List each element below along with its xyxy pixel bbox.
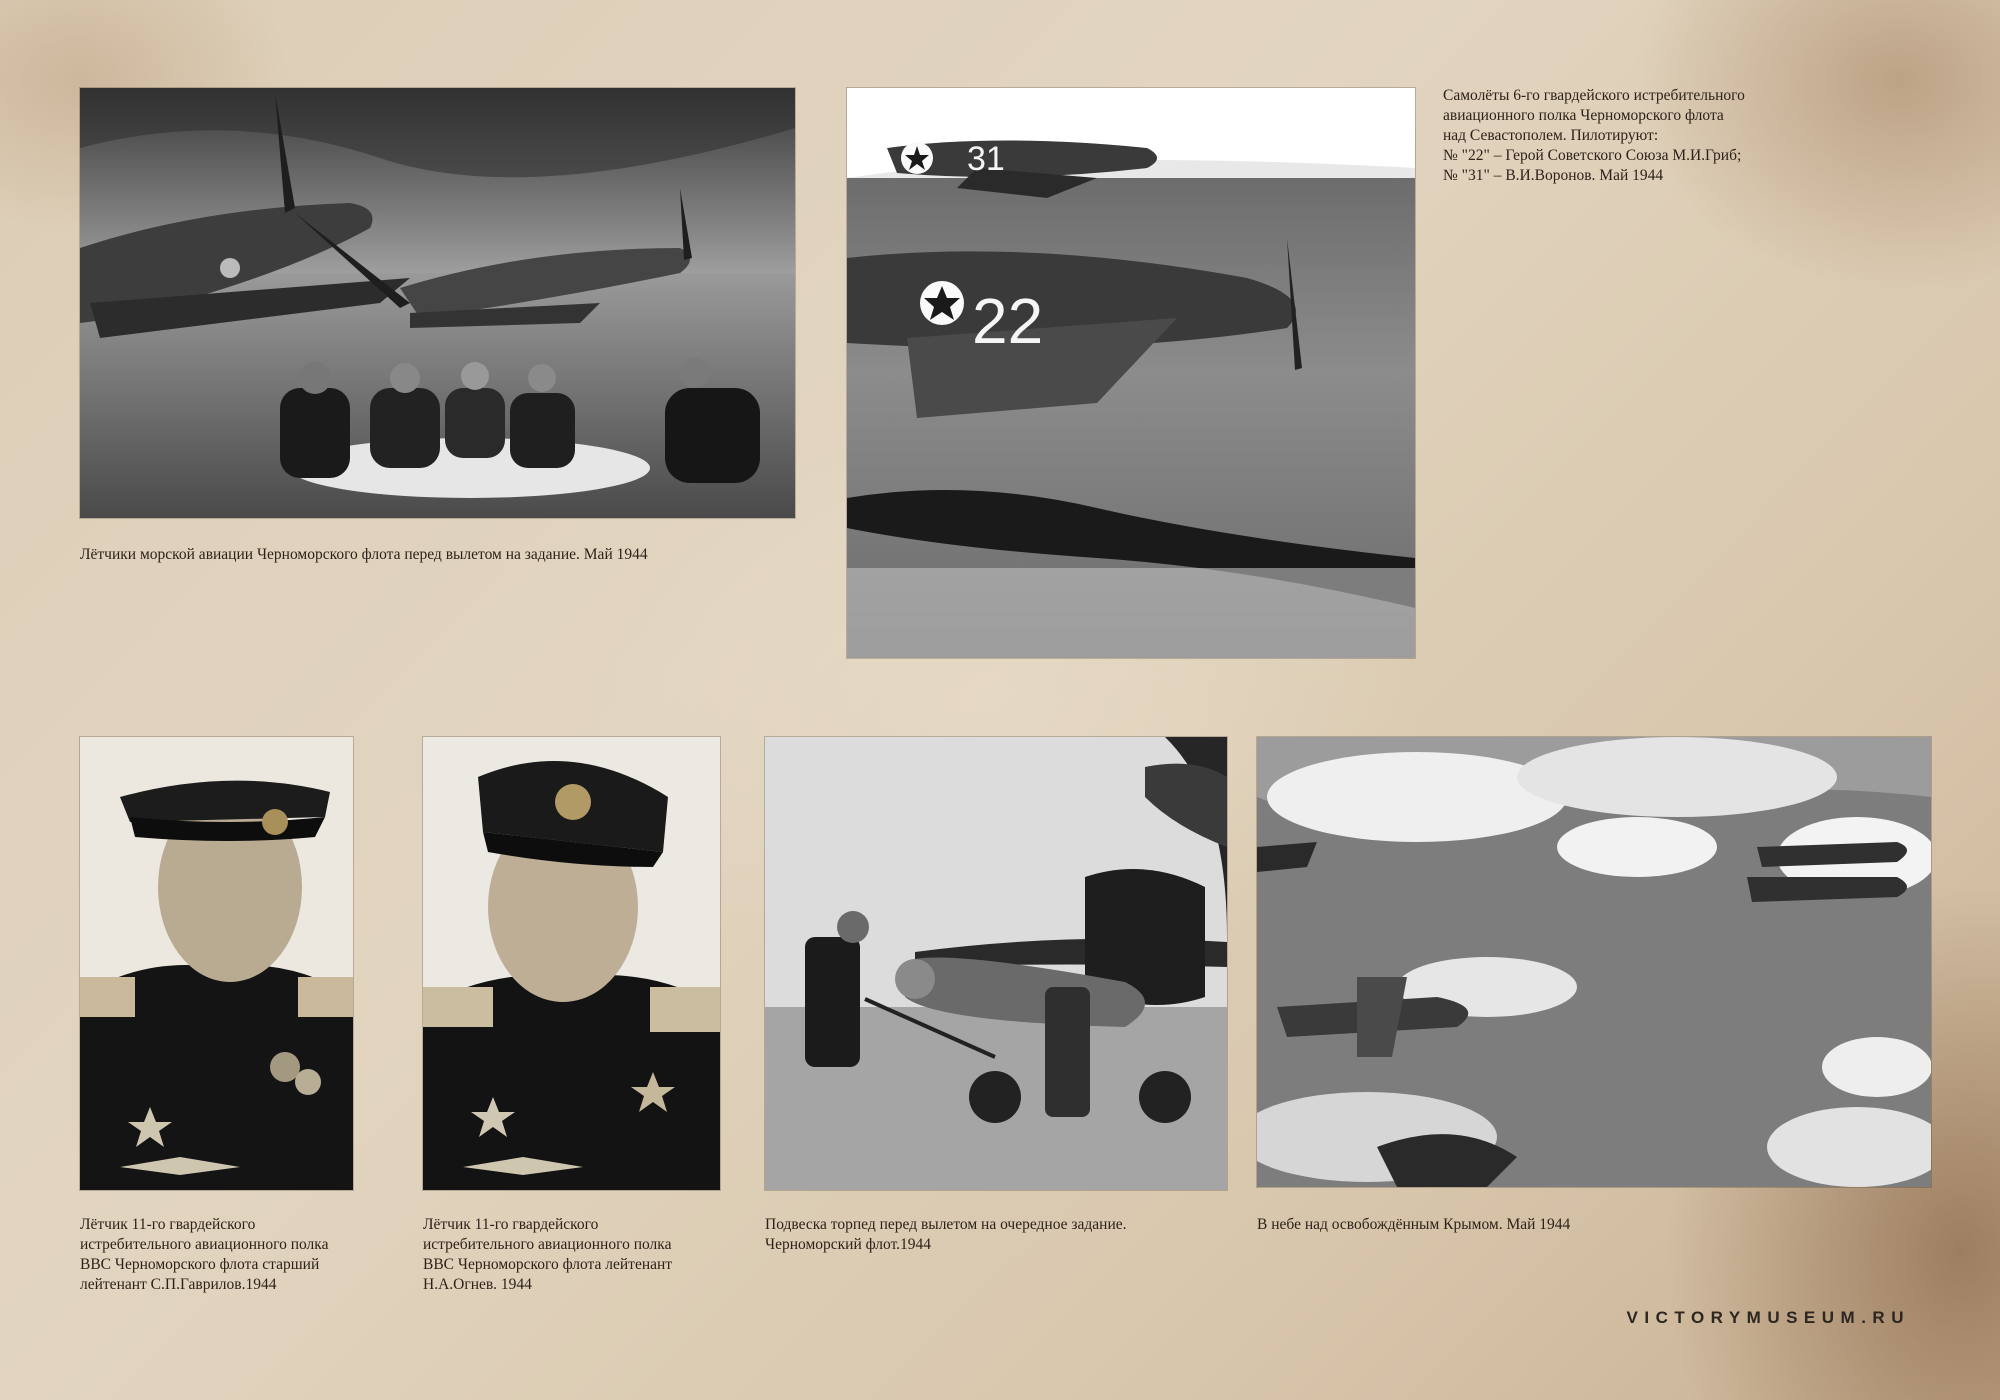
torpedo-loading-image [765, 737, 1227, 1190]
portrait-ognev-image [423, 737, 720, 1190]
caption-torpedo-loading: Подвеска торпед перед вылетом на очередное задание. Черноморский флот.1944 [765, 1216, 1127, 1253]
photo-torpedo-loading [765, 737, 1227, 1190]
caption-portrait-gavrilov: Лётчик 11-го гвардейского истребительного авиационного полка ВВС Черноморского флота старший лейтенант С.П.Гаврилов.1944 [80, 1216, 329, 1293]
caption-sky-over-crimea: В небе над освобождённым Крымом. Май 1944 [1257, 1216, 1571, 1233]
marking-22: 22 [972, 285, 1044, 357]
caption-fighters-over-sevastopol: Самолёты 6-го гвардейского истребительного авиационного полка Черноморского флота над Севастополем. Пилотируют: № "22" – Герой Советского Союза М.И.Гриб; № "31" – В.И.Воронов. Май 1944 [1443, 87, 1745, 184]
caption-pilots-briefing: Лётчики морской авиации Черноморского флота перед вылетом на задание. Май 1944 [80, 546, 648, 563]
portrait-gavrilov-image [80, 737, 353, 1190]
sky-over-crimea-image [1257, 737, 1931, 1187]
photo-pilots-briefing-image [80, 88, 795, 518]
photo-portrait-gavrilov [80, 737, 353, 1190]
marking-31: 31 [967, 140, 1005, 178]
photo-portrait-ognev [423, 737, 720, 1190]
photo-pilots-briefing [80, 88, 795, 518]
photo-sky-over-crimea [1257, 737, 1931, 1187]
photo-fighters-image [847, 88, 1415, 658]
caption-portrait-ognev: Лётчик 11-го гвардейского истребительного авиационного полка ВВС Черноморского флота лейтенант Н.А.Огнев. 1944 [423, 1216, 673, 1293]
footer-site-name: VICTORYMUSEUM.RU [1626, 1308, 1910, 1327]
photo-fighters-over-sevastopol [847, 88, 1415, 658]
